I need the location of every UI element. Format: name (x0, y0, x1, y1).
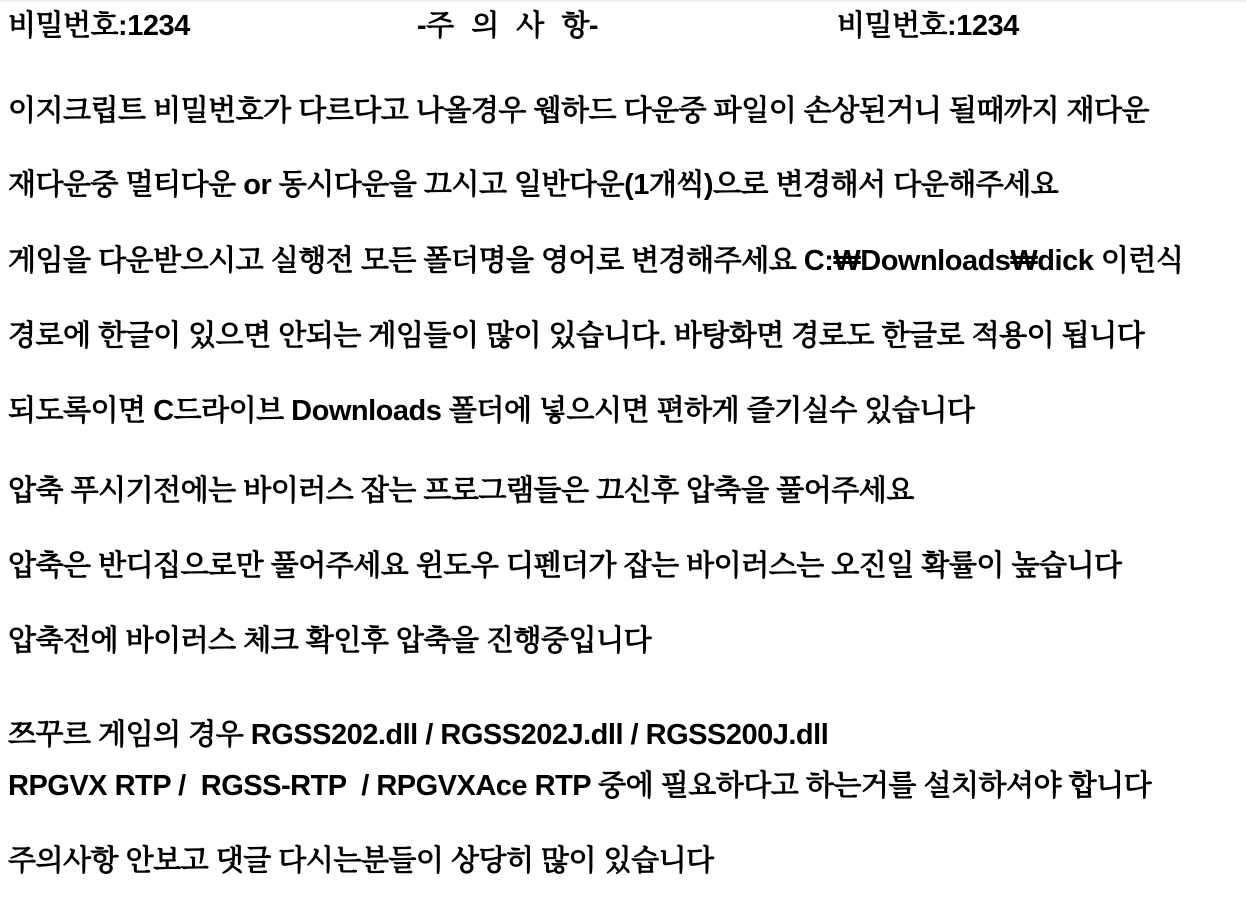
text-line-single-download: 재다운중 멀티다운 or 동시다운을 끄시고 일반다운(1개씩)으로 변경해서 다운해주세요 (8, 169, 1059, 201)
text-line-c-drive-downloads: 되도록이면 C드라이브 Downloads 폴더에 넣으시면 편하게 즐기실수 있습니다 (8, 395, 975, 427)
text-line-easycrypt-redownload: 이지크립트 비밀번호가 다르다고 나올경우 웹하드 다운중 파일이 손상된거니 될때까지 재다운 (8, 95, 1150, 127)
notice-title: -주 의 사 항- (417, 10, 599, 42)
password-label-right: 비밀번호:1234 (837, 10, 1019, 42)
text-line-read-notice-warning: 주의사항 안보고 댓글 다시는분들이 상당히 많이 있습니다 (8, 845, 714, 877)
text-line-korean-path-warning: 경로에 한글이 있으면 안되는 게임들이 많이 있습니다. 바탕화면 경로도 한글로 적용이 됩니다 (8, 320, 1145, 352)
text-line-rgss-dll-list: 쯔꾸르 게임의 경우 RGSS202.dll / RGSS202J.dll / RGSS200J.dll (8, 719, 829, 751)
text-line-rename-folders: 게임을 다운받으시고 실행전 모든 폴더명을 영어로 변경해주세요 C:₩Downloads₩dick 이런식 (8, 245, 1184, 277)
text-line-rtp-install: RPGVX RTP / RGSS-RTP / RPGVXAce RTP 중에 필요하다고 하는거를 설치하셔야 합니다 (8, 770, 1152, 802)
text-line-bandizip-defender: 압축은 반디집으로만 풀어주세요 윈도우 디펜더가 잡는 바이러스는 오진일 확률이 높습니다 (8, 550, 1122, 582)
password-label-left: 비밀번호:1234 (8, 10, 190, 42)
screenshot-edge-artifact (0, 0, 1246, 2)
text-line-disable-antivirus: 압축 푸시기전에는 바이러스 잡는 프로그램들은 끄신후 압축을 풀어주세요 (8, 475, 914, 507)
text-line-virus-check: 압축전에 바이러스 체크 확인후 압축을 진행중입니다 (8, 625, 652, 657)
